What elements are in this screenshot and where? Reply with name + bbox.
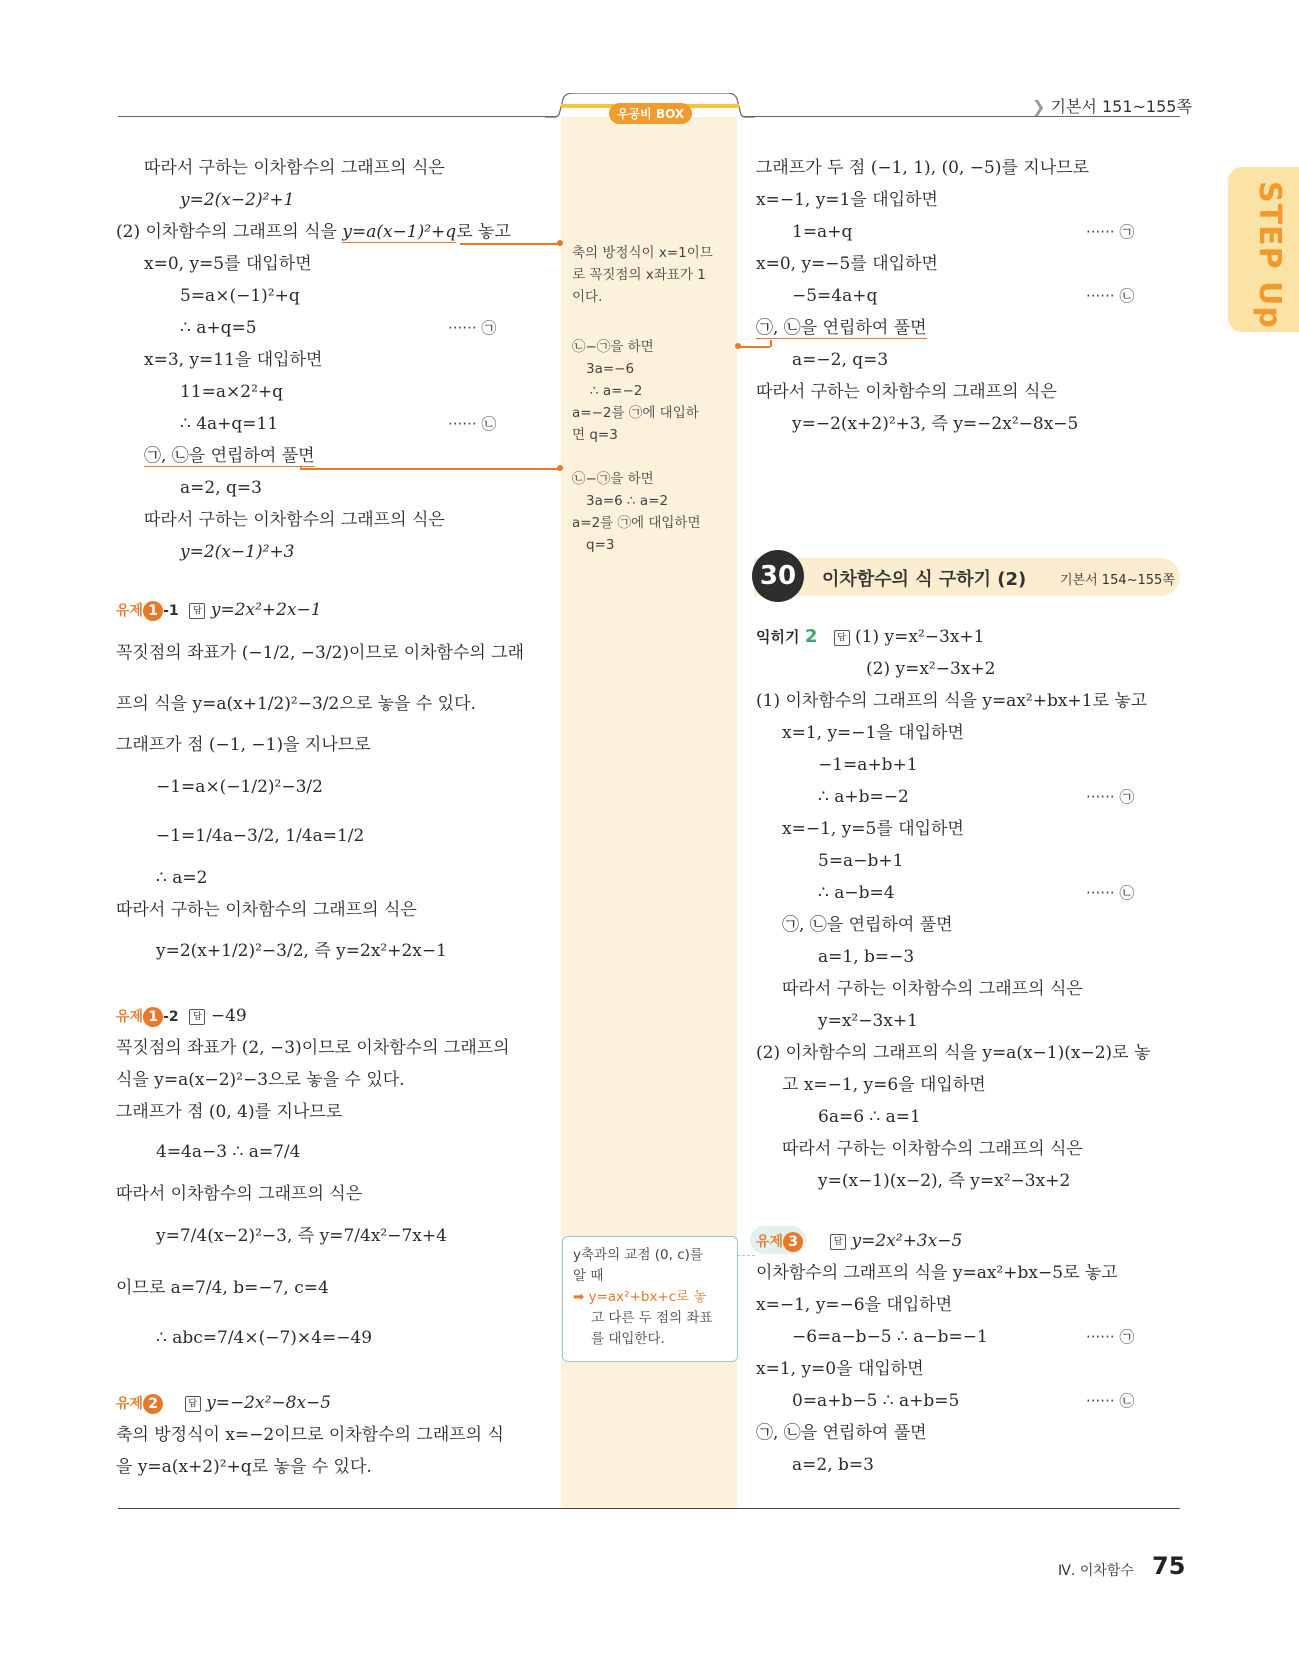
equation-mark: ······ ㉠ <box>1086 223 1135 241</box>
text-line: 따라서 구하는 이차함수의 그래프의 식은 <box>144 510 445 530</box>
step-up-tab: STEP Up <box>1228 167 1299 332</box>
bottom-rule <box>118 1508 1180 1509</box>
answer-icon: 답 <box>834 630 850 646</box>
text-line: 꼭짓점의 좌표가 (−1/2, −3/2)이므로 이차함수의 그래 <box>116 643 525 663</box>
math-line: 5=a×(−1)²+q <box>180 286 300 306</box>
math-line: y=2(x+1/2)²−3/2, 즉 y=2x²+2x−1 <box>156 941 447 961</box>
tip-connector <box>737 1255 755 1256</box>
equation-mark: ······ ㉡ <box>1086 884 1135 902</box>
text-line: 따라서 구하는 이차함수의 그래프의 식은 <box>144 158 445 178</box>
equation-mark: ······ ㉠ <box>1086 788 1135 806</box>
answer-icon: 답 <box>189 1009 205 1025</box>
math-line: ∴ 4a+q=11 <box>180 414 279 434</box>
math-line: 11=a×2²+q <box>180 382 284 402</box>
example-header: 유제 1 -2 답 −49 <box>116 1006 247 1026</box>
text-line: 따라서 구하는 이차함수의 그래프의 식은 <box>116 900 417 920</box>
math-line: 0=a+b−5 ∴ a+b=5 <box>792 1391 960 1411</box>
text-line: x=−1, y=1을 대입하면 <box>756 190 938 210</box>
equation-mark: ······ ㉠ <box>1086 1328 1135 1346</box>
text-line: 축의 방정식이 x=−2이므로 이차함수의 그래프의 식 <box>116 1425 504 1445</box>
section-number: 30 <box>752 550 804 602</box>
text-line: 그래프가 점 (0, 4)를 지나므로 <box>116 1102 343 1122</box>
text-line: 따라서 이차함수의 그래프의 식은 <box>116 1184 363 1204</box>
math-line: ∴ a−b=4 <box>818 883 895 903</box>
answer-icon: 답 <box>830 1234 846 1250</box>
text-line: x=1, y=0을 대입하면 <box>756 1359 924 1379</box>
math-line: 이므로 a=7/4, b=−7, c=4 <box>116 1278 329 1298</box>
text-line: 프의 식을 y=a(x+1/2)²−3/2으로 놓을 수 있다. <box>116 694 476 714</box>
text-line: ㉠, ㉡을 연립하여 풀면 <box>756 1423 927 1443</box>
text-line: x=0, y=5를 대입하면 <box>144 254 312 274</box>
equation-mark: ······ ㉡ <box>1086 287 1135 305</box>
equation-mark: ······ ㉠ <box>448 319 497 337</box>
math-line: a=2, b=3 <box>792 1455 874 1475</box>
math-line: (2) y=x²−3x+2 <box>866 659 996 679</box>
box-note: 축의 방정식이 x=1이므 로 꼭짓점의 x좌표가 1 이다. <box>572 245 713 305</box>
example-header: 유제 2 답 y=−2x²−8x−5 <box>116 1393 332 1413</box>
text-line: 꼭짓점의 좌표가 (2, −3)이므로 이차함수의 그래프의 <box>116 1038 510 1058</box>
math-line: y=−2(x+2)²+3, 즉 y=−2x²−8x−5 <box>792 414 1079 434</box>
text-line: (2) 이차함수의 그래프의 식을 y=a(x−1)²+q로 놓고 <box>116 222 511 242</box>
math-line: −5=4a+q <box>792 286 878 306</box>
tip-box: y축과의 교점 (0, c)를 알 때 ➡ y=ax²+bx+c로 놓 고 다른 두 점의 좌표 를 대입한다. <box>562 1236 738 1362</box>
answer-icon: 답 <box>185 1396 201 1412</box>
math-line: y=7/4(x−2)²−3, 즉 y=7/4x²−7x+4 <box>156 1226 447 1246</box>
math-line: ∴ a+q=5 <box>180 318 257 338</box>
text-line: 그래프가 두 점 (−1, 1), (0, −5)를 지나므로 <box>756 158 1089 178</box>
math-line: y=(x−1)(x−2), 즉 y=x²−3x+2 <box>818 1171 1071 1191</box>
leader-dot <box>735 343 741 349</box>
text-line: x=1, y=−1을 대입하면 <box>782 723 964 743</box>
text-line: (2) 이차함수의 그래프의 식을 y=a(x−1)(x−2)로 놓 <box>756 1043 1151 1063</box>
math-line: 4=4a−3 ∴ a=7/4 <box>156 1142 301 1162</box>
math-line: −1=1/4a−3/2, 1/4a=1/2 <box>156 826 365 846</box>
leader-line <box>300 466 302 469</box>
text-line: 따라서 구하는 이차함수의 그래프의 식은 <box>782 979 1083 999</box>
math-line: ∴ a+b=−2 <box>818 787 909 807</box>
leader-dot <box>557 465 563 471</box>
box-title-badge: 우공비 BOX <box>609 103 692 124</box>
text-line: x=−1, y=5를 대입하면 <box>782 819 964 839</box>
text-line: 이차함수의 그래프의 식을 y=ax²+bx−5로 놓고 <box>756 1263 1118 1283</box>
section-title: 이차함수의 식 구하기 (2) <box>822 569 1027 590</box>
math-line: y=2(x−2)²+1 <box>180 190 295 210</box>
leader-line <box>770 340 772 347</box>
math-line: 6a=6 ∴ a=1 <box>818 1107 921 1127</box>
leader-line <box>460 243 560 245</box>
math-line: a=−2, q=3 <box>792 350 889 370</box>
math-line: −1=a×(−1/2)²−3/2 <box>156 777 323 797</box>
practice-header: 익히기 2 답 (1) y=x²−3x+1 <box>756 626 985 647</box>
text-line: 고 x=−1, y=6을 대입하면 <box>782 1075 986 1095</box>
equation-mark: ······ ㉡ <box>1086 1392 1135 1410</box>
math-line: ∴ abc=7/4×(−7)×4=−49 <box>156 1328 373 1348</box>
text-line: x=3, y=11을 대입하면 <box>144 350 323 370</box>
text-line: 그래프가 점 (−1, −1)을 지나므로 <box>116 735 371 755</box>
footer-chapter: Ⅳ. 이차함수 <box>1058 1563 1134 1579</box>
text-line: ㉠, ㉡을 연립하여 풀면 <box>144 446 315 466</box>
math-line: y=2(x−1)²+3 <box>180 542 295 562</box>
answer-icon: 답 <box>189 603 205 619</box>
example-header: 유제 1 -1 답 y=2x²+2x−1 <box>116 600 322 620</box>
text-line: (1) 이차함수의 그래프의 식을 y=ax²+bx+1로 놓고 <box>756 691 1148 711</box>
math-line: a=2, q=3 <box>180 478 262 498</box>
leader-line <box>740 346 770 348</box>
chevron-right-icon: ❯ <box>1032 97 1046 116</box>
text-line: 따라서 구하는 이차함수의 그래프의 식은 <box>782 1139 1083 1159</box>
header-ref: ❯ 기본서 151~155쪽 <box>1032 97 1192 116</box>
text-line: x=0, y=−5를 대입하면 <box>756 254 938 274</box>
text-line: ㉠, ㉡을 연립하여 풀면 <box>782 915 953 935</box>
box-note: ㉡−㉠을 하면 3a=6 ∴ a=2 a=2를 ㉠에 대입하면 q=3 <box>572 471 701 553</box>
box-note: ㉡−㉠을 하면 3a=−6 ∴ a=−2 a=−2를 ㉠에 대입하 면 q=3 <box>572 339 699 443</box>
leader-dot <box>557 240 563 246</box>
math-line: y=x²−3x+1 <box>818 1011 918 1031</box>
math-line: −1=a+b+1 <box>818 755 918 775</box>
math-line: ∴ a=2 <box>156 868 208 888</box>
math-line: 5=a−b+1 <box>818 851 904 871</box>
leader-line <box>300 468 560 470</box>
text-line: 을 y=a(x+2)²+q로 놓을 수 있다. <box>116 1457 372 1477</box>
section-ref: 기본서 154~155쪽 <box>1060 573 1175 588</box>
text-line: 따라서 구하는 이차함수의 그래프의 식은 <box>756 382 1057 402</box>
math-line: −6=a−b−5 ∴ a−b=−1 <box>792 1327 988 1347</box>
page-number: 75 <box>1152 1552 1186 1580</box>
text-line: 식을 y=a(x−2)²−3으로 놓을 수 있다. <box>116 1070 405 1090</box>
math-line: a=1, b=−3 <box>818 947 915 967</box>
text-line: ㉠, ㉡을 연립하여 풀면 <box>756 318 927 338</box>
math-line: 1=a+q <box>792 222 853 242</box>
example-header: 유제 3 답 y=2x²+3x−5 <box>756 1231 963 1251</box>
equation-mark: ······ ㉡ <box>448 415 497 433</box>
text-line: x=−1, y=−6을 대입하면 <box>756 1295 953 1315</box>
